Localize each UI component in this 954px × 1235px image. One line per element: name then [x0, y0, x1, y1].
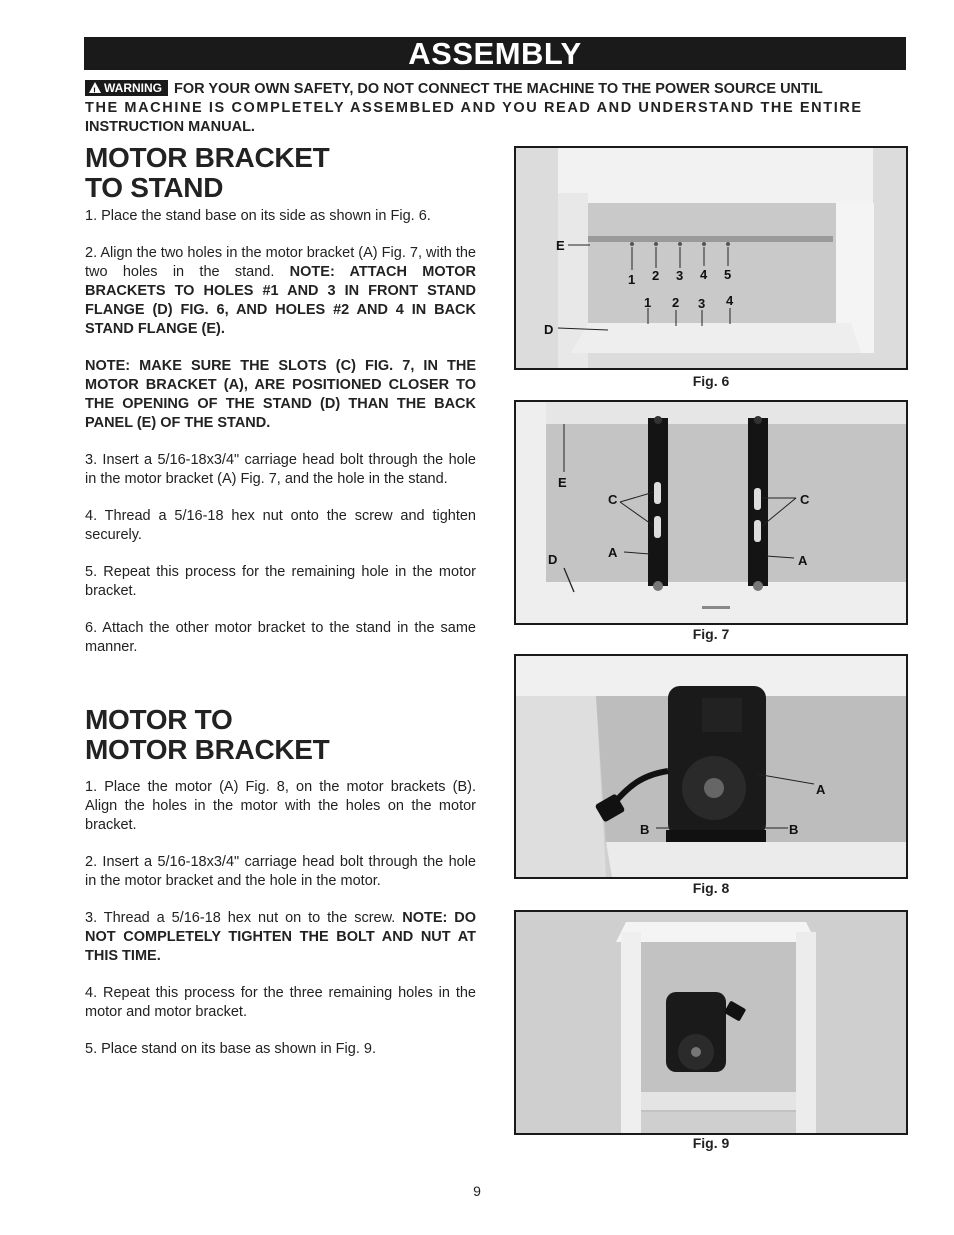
figure-9-illustration [516, 912, 906, 1133]
warning-triangle-icon [89, 82, 101, 93]
section2-step3 [85, 909, 476, 966]
figure-6-illustration [516, 148, 906, 368]
warning-notice [85, 80, 906, 137]
fig7-label-e: E [558, 475, 567, 490]
fig6-label-d: D [544, 322, 554, 337]
warning-text-1: FOR YOUR OWN SAFETY, DO NOT CONNECT THE MACHINE TO THE POWER SOURCE UNTIL [174, 81, 823, 97]
section2-step1: 1. Place the motor (A) Fig. 8, on the motor brackets (B). Align the holes in the motor with the holes on the motor bracket. [85, 779, 476, 833]
section2-heading [85, 705, 476, 765]
fig6-front-hole-2: 2 [672, 295, 680, 310]
section1-step2-bold: NOTE: ATTACH MOTOR BRACKETS TO HOLES #1 AND 3 IN FRONT STAND FLANGE (D) FIG. 6, AND HOLES #2 AND 4 IN BACK STAND FLANGE (E). [85, 264, 476, 337]
section1-step2-text: 2. Align the two holes in the motor bracket (A) Fig. 7, with the two holes in the stand. [85, 245, 476, 280]
warning-line-1 [85, 80, 906, 99]
section1-step3: 3. Insert a 5/16-18x3/4" carriage head bolt through the hole in the motor bracket (A) Fig. 7, and the hole in the stand. [85, 452, 476, 487]
warning-line-2: THE MACHINE IS COMPLETELY ASSEMBLED AND YOU READ AND UNDERSTAND THE ENTIRE [85, 100, 863, 116]
figure-6-photo [514, 146, 908, 370]
fig6-back-hole-1: 1 [628, 272, 636, 287]
fig6-back-hole-3: 3 [676, 268, 684, 283]
fig7-label-a-right: A [798, 553, 808, 568]
section1-note: NOTE: MAKE SURE THE SLOTS (C) FIG. 7, IN THE MOTOR BRACKET (A), ARE POSITIONED CLOSER TO THE OPENING OF THE STAND (D) THAN THE BACK PANEL (E) OF THE STAND. [85, 358, 476, 431]
fig7-label-a-left: A [608, 545, 618, 560]
figure-9-photo [514, 910, 908, 1135]
section1-heading-line2: TO STAND [85, 172, 224, 203]
figure-8-illustration [516, 656, 906, 877]
page-number: 9 [473, 1183, 481, 1199]
fig7-caption: Fig. 7 [692, 626, 730, 642]
fig6-front-hole-3: 3 [698, 296, 706, 311]
section2-step3-text: 3. Thread a 5/16-18 hex nut on to the screw. [85, 910, 403, 926]
figure-7-illustration [516, 402, 906, 623]
fig8-caption: Fig. 8 [692, 880, 730, 896]
fig8-label-b-left: B [640, 822, 650, 837]
fig6-front-hole-4: 4 [726, 293, 734, 308]
fig6-caption: Fig. 6 [692, 373, 730, 389]
fig6-back-hole-2: 2 [652, 268, 660, 283]
fig8-label-b-right: B [789, 822, 799, 837]
fig6-label-e: E [556, 238, 565, 253]
section1-step1: 1. Place the stand base on its side as shown in Fig. 6. [85, 208, 431, 224]
section2-step5: 5. Place stand on its base as shown in Fig. 9. [85, 1041, 376, 1057]
fig7-label-c-right: C [800, 492, 810, 507]
section1-step4: 4. Thread a 5/16-18 hex nut onto the screw and tighten securely. [85, 508, 476, 543]
section1-step6: 6. Attach the other motor bracket to the stand in the same manner. [85, 620, 476, 655]
fig6-back-hole-5: 5 [724, 267, 732, 282]
figure-7-photo [514, 400, 908, 625]
section2-heading-line1: MOTOR TO [85, 704, 233, 735]
fig8-label-a: A [816, 782, 826, 797]
section2-step4: 4. Repeat this process for the three remaining holes in the motor and motor bracket. [85, 985, 476, 1020]
fig7-label-c-left: C [608, 492, 618, 507]
section2-step2: 2. Insert a 5/16-18x3/4" carriage head bolt through the hole in the motor bracket and the hole in the motor. [85, 854, 476, 889]
section-motor-to-motor-bracket [85, 705, 476, 1077]
section-motor-bracket-to-stand [85, 143, 476, 675]
warning-badge-label: WARNING [104, 81, 162, 95]
warning-badge [85, 80, 168, 96]
fig6-front-hole-1: 1 [644, 295, 652, 310]
fig6-back-hole-4: 4 [700, 267, 708, 282]
section1-heading-line1: MOTOR BRACKET [85, 142, 330, 173]
warning-line-3: INSTRUCTION MANUAL. [85, 119, 255, 135]
section1-step5: 5. Repeat this process for the remaining hole in the motor bracket. [85, 564, 476, 599]
title-banner [84, 37, 906, 70]
figure-8-photo [514, 654, 908, 879]
section2-step3-bold: NOTE: DO NOT COMPLETELY TIGHTEN THE BOLT AND NUT AT THIS TIME. [85, 910, 476, 964]
section1-step2 [85, 244, 476, 339]
fig9-caption: Fig. 9 [692, 1135, 730, 1151]
page-title: ASSEMBLY [408, 36, 582, 71]
fig7-label-d: D [548, 552, 558, 567]
section2-heading-line2: MOTOR BRACKET [85, 734, 330, 765]
section1-heading [85, 143, 476, 203]
